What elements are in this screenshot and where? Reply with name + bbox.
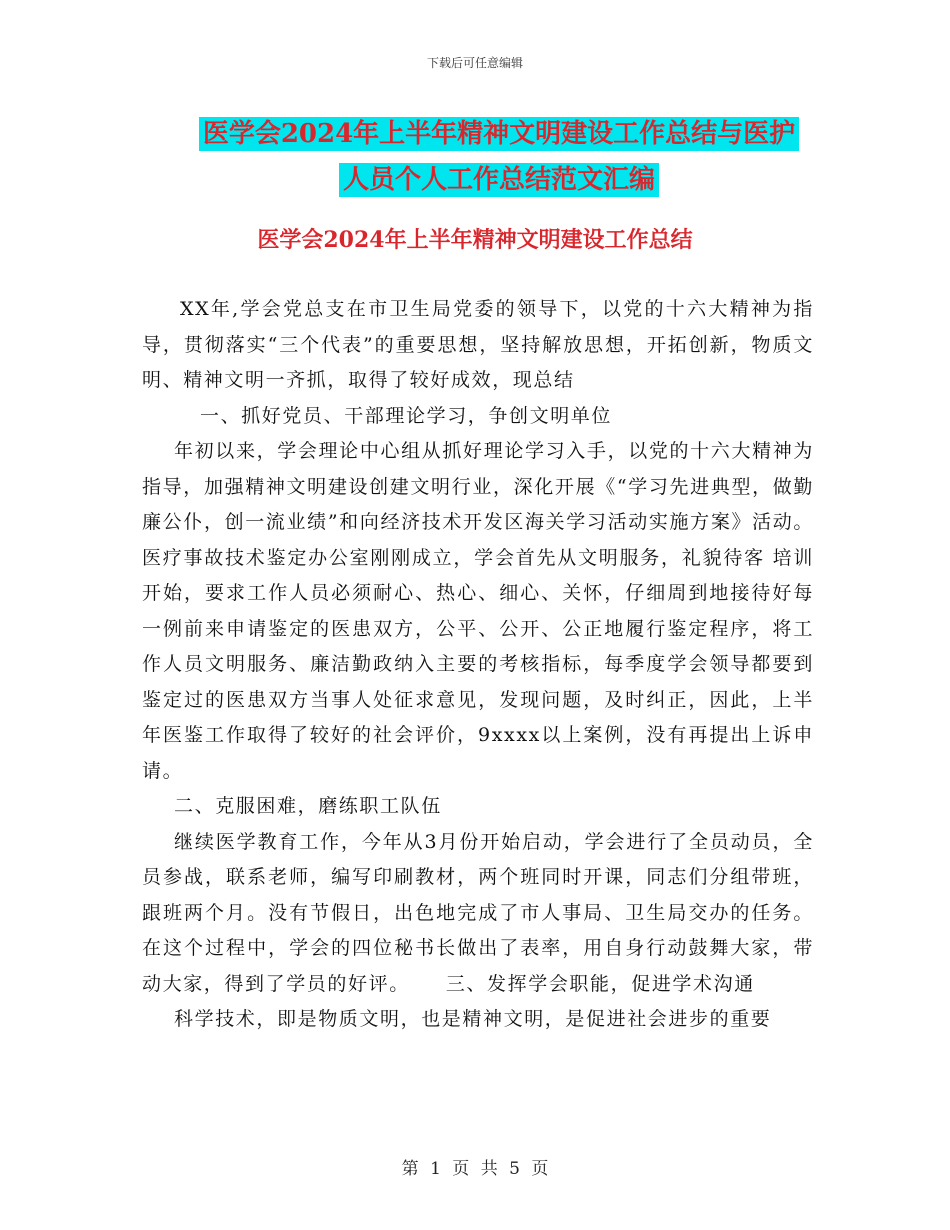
paragraph-section-2: [142, 825, 814, 1003]
paragraph-section-1: 年初以来，学会理论中心组从抓好理论学习入手，以党的十六大精神为指导，加强精神文明建设创建文明行业，深化开展《“学习先进典型，做勤廉公仆，创一流业绩”和向经济技术开发区海关学习活动实施方案》活动。医疗事故技术鉴定办公室刚刚成立，学会首先从文明服务，礼貌待客 培训开始，要求工作人员必须耐心、热心、细心、关怀，仔细周到地接待好每一例前来申请鉴定的医患双方，公平、公开、公正地履行鉴定程序，将工作人员文明服务、廉洁勤政纳入主要的考核指标，每季度学会领导都要到鉴定过的医患双方当事人处征求意见，发现问题，及时纠正，因此，上半年医鉴工作取得了较好的社会评价，9xxxx以上案例，没有再提出上诉申请。: [142, 440, 814, 782]
page-header-note: 下载后可任意编辑: [426, 56, 523, 70]
heading-section-3: 三、发挥学会职能，促进学术沟通: [445, 972, 755, 995]
document-title-text: 医学会2024年上半年精神文明建设工作总结与医护人员个人工作总结范文汇编: [199, 117, 799, 197]
paragraph-section-3: 科学技术，即是物质文明，也是精神文明，是促进社会进步的重要: [174, 1008, 772, 1030]
document-body: [142, 292, 814, 1038]
document-title: [188, 111, 810, 203]
paragraph-section-2-text: 继续医学教育工作，今年从3月份开始启动，学会进行了全员动员，全员参战，联系老师，编写印刷教材，两个班同时开课，同志们分组带班，跟班两个月。没有节假日，出色地完成了市人事局、卫生局交办的任务。在这个过程中，学会的四位秘书长做出了表率，用自身行动鼓舞大家，带动大家，得到了学员的好评。: [142, 830, 814, 995]
heading-section-1: 一、抓好党员、干部理论学习，争创文明单位: [200, 404, 613, 427]
paragraph-intro: XX年,学会党总支在市卫生局党委的领导下，以党的十六大精神为指导，贯彻落实“三个代表”的重要思想，坚持解放思想，开拓创新，物质文明、精神文明一齐抓，取得了较好成效，现总结: [142, 298, 814, 391]
page-number-footer: 第 1 页 共 5 页: [401, 1159, 549, 1179]
section-title: 医学会2024年上半年精神文明建设工作总结: [257, 227, 693, 253]
heading-section-2: 二、克服困难，磨练职工队伍: [174, 795, 442, 817]
